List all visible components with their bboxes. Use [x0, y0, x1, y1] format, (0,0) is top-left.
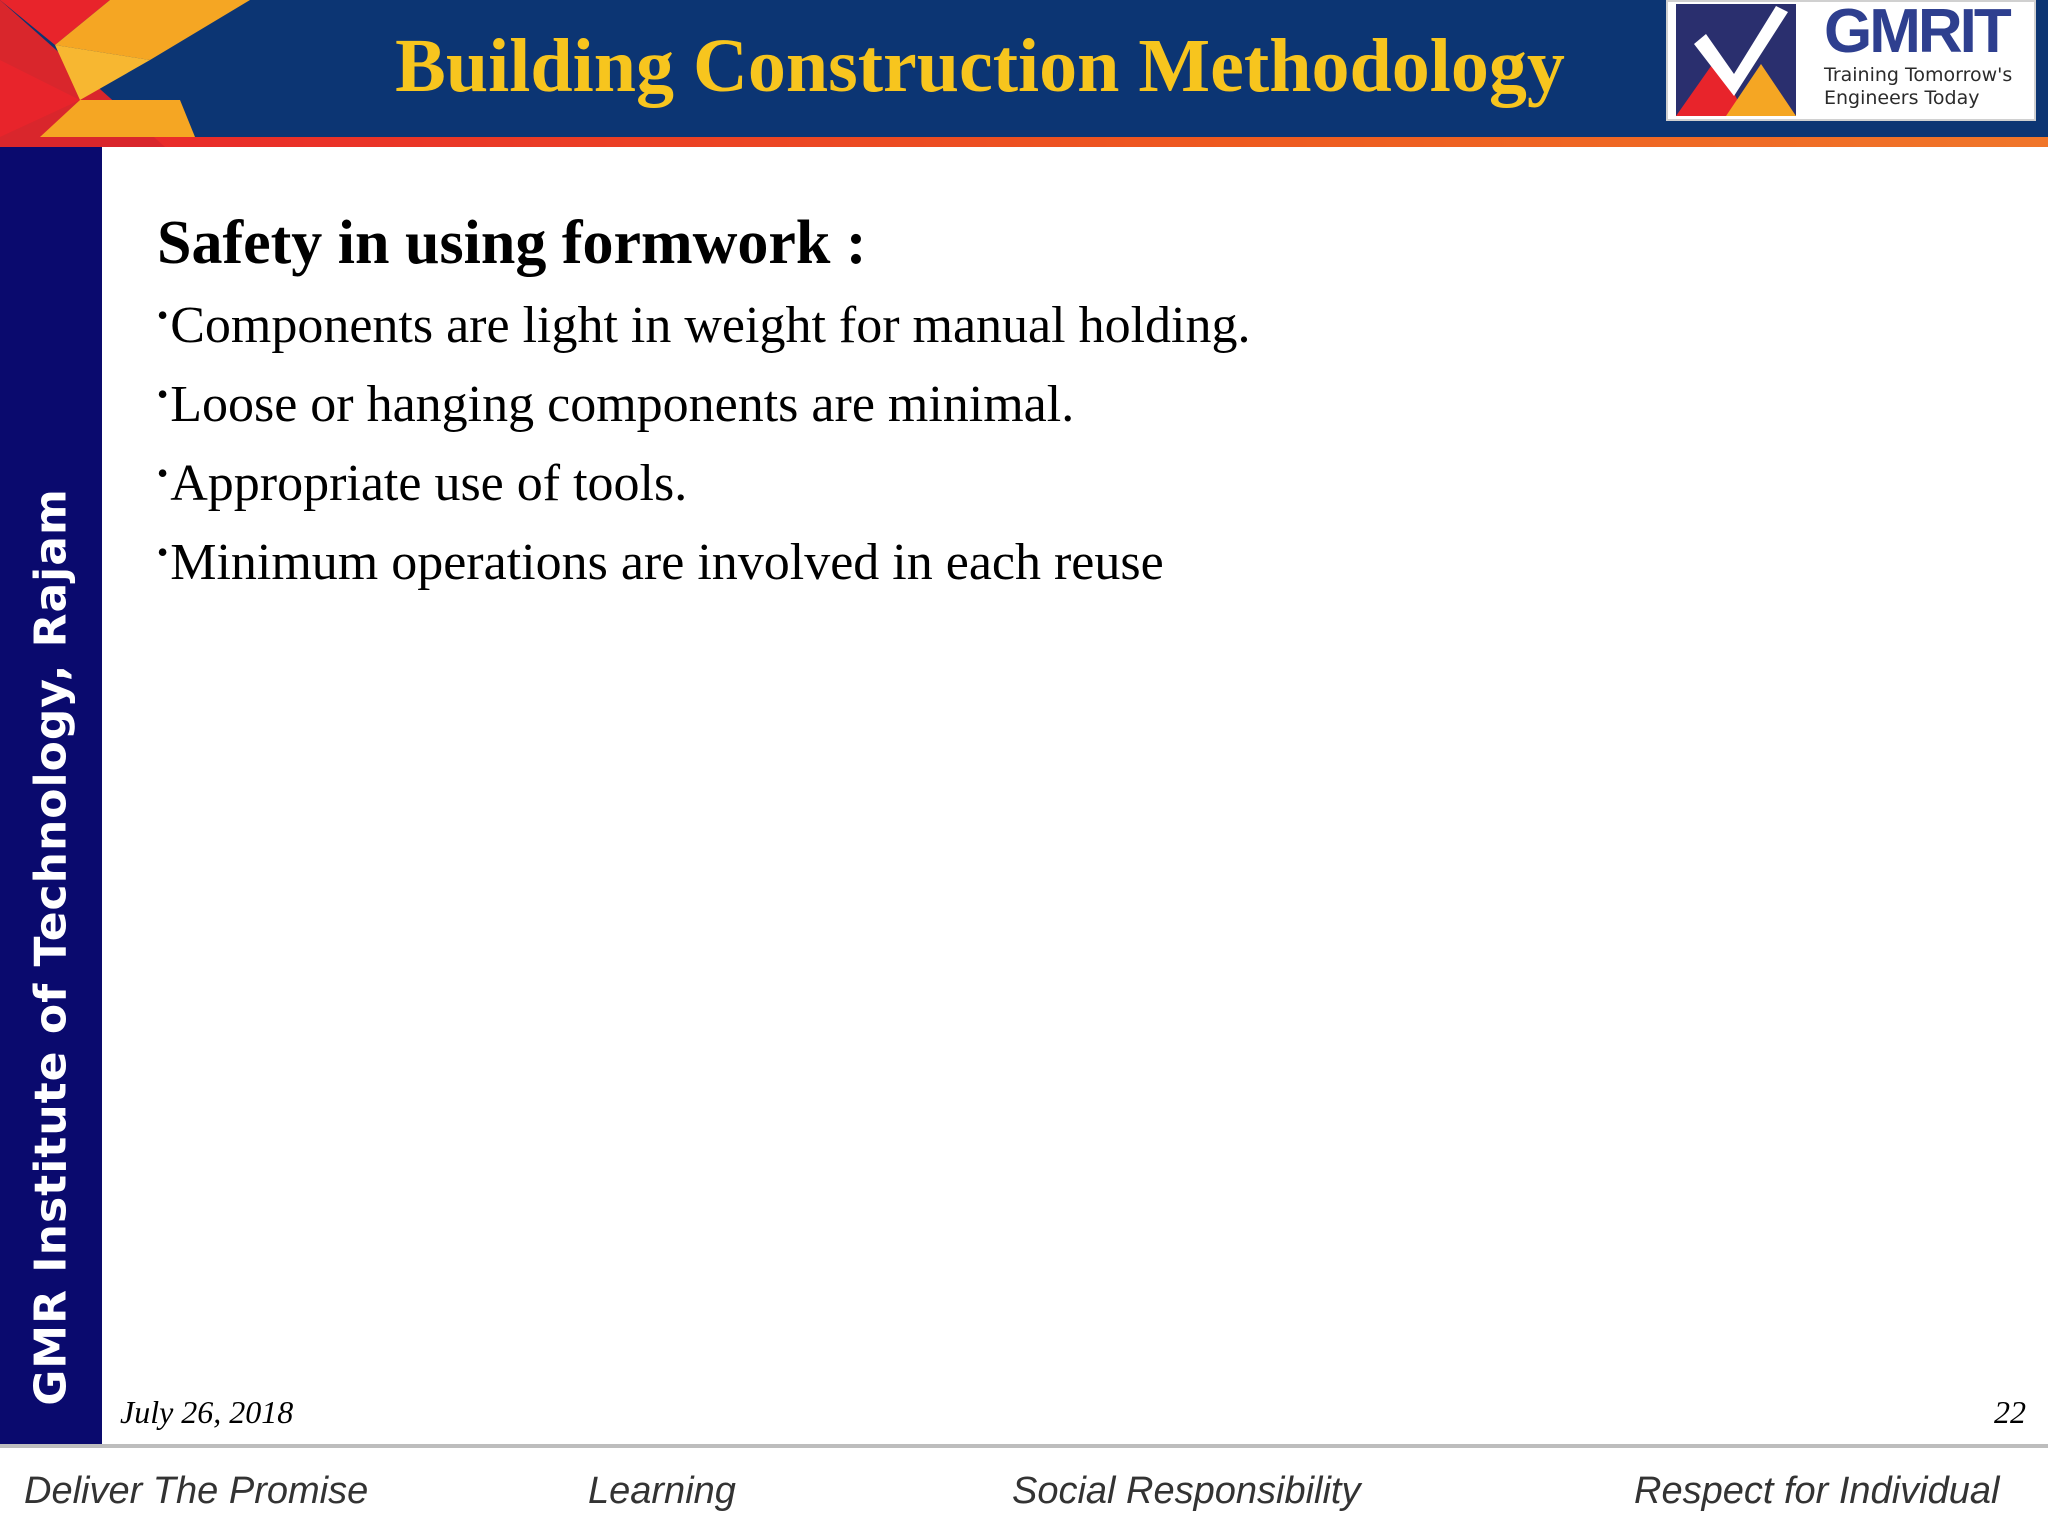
content-heading: Safety in using formwork : [157, 209, 867, 277]
bullet-item [157, 518, 1957, 597]
value-deliver-the-promise: Deliver The Promise [24, 1470, 369, 1512]
bullet-list [157, 281, 1957, 597]
bullet-text: Components are light in weight for manual holding. [170, 297, 1251, 354]
logo-tagline-line2: Engineers Today [1824, 87, 1980, 109]
core-values-bar [0, 1448, 2048, 1536]
institute-name: GMR Institute of Technology, Rajam [25, 488, 77, 1406]
corner-chevron-graphic [0, 0, 260, 147]
bullet-icon: • [157, 376, 169, 412]
gmrit-logo [1666, 0, 2036, 121]
bullet-icon: • [157, 297, 169, 333]
slide-date: July 26, 2018 [120, 1394, 294, 1430]
value-social-responsibility: Social Responsibility [1012, 1470, 1361, 1512]
logo-brand-text: GMRIT [1824, 0, 2009, 66]
value-learning: Learning [588, 1470, 736, 1512]
header-stripe [0, 137, 2048, 147]
logo-tagline-line1: Training Tomorrow's [1824, 64, 2013, 86]
bullet-icon: • [157, 534, 169, 570]
bullet-text: Loose or hanging components are minimal. [170, 376, 1075, 433]
value-respect-for-individual: Respect for Individual [1634, 1470, 2000, 1512]
bullet-text: Appropriate use of tools. [170, 455, 688, 512]
slide-content [157, 205, 1957, 597]
bullet-item [157, 439, 1957, 518]
page-number: 22 [1994, 1394, 2026, 1430]
bullet-item [157, 281, 1957, 360]
slide-title: Building Construction Methodology [395, 24, 1565, 108]
institute-sidebar [0, 147, 102, 1444]
bullet-item [157, 360, 1957, 439]
gmrit-logo-mark-icon [1676, 4, 1796, 116]
bullet-icon: • [157, 455, 169, 491]
logo-tagline [1824, 64, 2012, 110]
bullet-text: Minimum operations are involved in each reuse [170, 534, 1164, 591]
